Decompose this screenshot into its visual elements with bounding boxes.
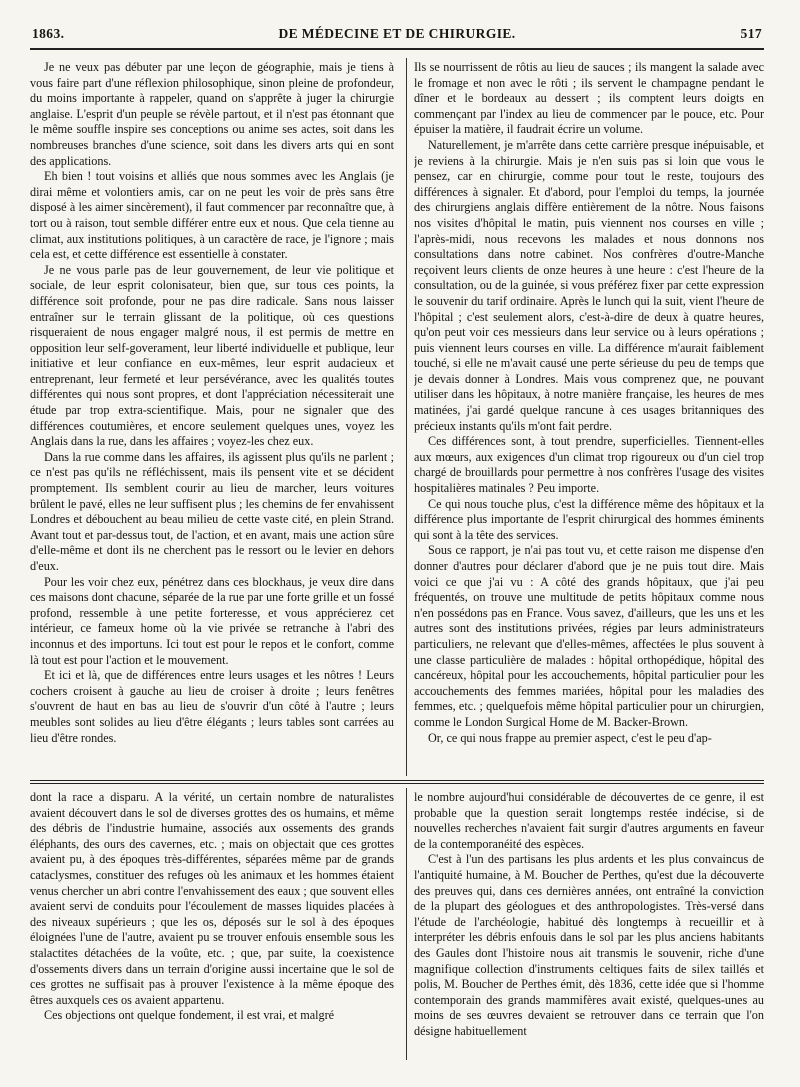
bottom-right-column (414, 790, 764, 1060)
feuilleton-rule (30, 780, 764, 781)
header-title: DE MÉDECINE ET DE CHIRURGIE. (278, 26, 516, 41)
page-number: 517 (740, 26, 762, 41)
paragraph: Je ne veux pas débuter par une leçon de géographie, mais je tiens à vous faire part d'une réflexion philosophique, sinon pleine de profondeur, du moins importante à rappeler, quand on s'apprête à juger la chirurgie anglaise. L'esprit d'un peuple se révèle partout, et il n'est pas étonnant que le même souffle inspire ses conceptions ou anime ses actes, soit dans les nombreuses branches d'une science, soit dans les divers arts qui en sont des applications. (30, 60, 394, 168)
paragraph: Naturellement, je m'arrête dans cette carrière presque inépuisable, et je reviens à la chirurgie. Mais je n'en suis pas si loin que vous le pensez, car en chirurgie, comme pour tout le reste, toujours des différences à signaler. Et d'abord, pour l'emploi du temps, la journée des chirurgiens anglais diffère entièrement de la nôtre. Nous faisons nos visites d'hôpital le matin, puis viennent nos courses en ville ; l'après-midi, nous recevons les malades et nous donnons nos consultations dans notre cabinet. Nos confrères d'outre-Manche reçoivent leurs clients de onze heures à une heure : c'est l'heure de la consultation, ou de la guinée, si vous préférez fixer par cette expression le souvenir du tarif ordinaire. Après le lunch qui la suit, vient l'heure de l'hôpital ; c'est seulement alors, c'est-à-dire de deux à quatre heures, qu'on peut voir ces messieurs dans leur service ou à leurs opérations ; puis viennent leurs courses en ville. La différence m'aurait faiblement touché, si elle ne m'avait causé une perte sérieuse du peu de temps que je devais donner à Londres. Mais vous comprenez que, ne pouvant utiliser dans les hôpitaux, à notre manière française, les heures de mes matinées, j'ai gardé quelque rancune à ces usages britanniques des précieux instants qu'ils m'ont fait perdre. (414, 137, 764, 433)
paragraph: Ces différences sont, à tout prendre, superficielles. Tiennent-elles aux mœurs, aux exigences d'un climat trop rigoureux ou d'un ciel trop chargé de brouillards pour permettre à nos confrères l'usage des visites hospitalières matinales ? Peu importe. (414, 434, 764, 496)
paragraph: dont la race a disparu. A la vérité, un certain nombre de naturalistes avaient découvert dans le sol de diverses grottes des os humains, et même des débris de l'industrie humaine, associés aux ossements des grands éléphants, des ours des cavernes, etc. ; mais on objectait que ces grottes avaient pu, à des époques très-différentes, séparées même par de grands cataclysmes, constituer des refuges où les animaux et les hommes étaient venus chercher un abri contre l'envahissement des eaux ; que souvent elles avaient servi de conduits pour l'écoulement de masses liquides placées à des niveaux supérieurs ; que les os, déposés sur le sol à des époques éloignées l'une de l'autre, avaient pu se trouver enfouis ensemble sous les stalactites détachées de la voûte, etc. ; que, par suite, la coexistence d'ossements divers dans un terrain d'origine aussi incertaine que le sol de ces grottes ne suffisait pas à prouver l'existence à la même époque des êtres auxquels ces os avaient appartenu. (30, 790, 394, 1007)
paragraph: Je ne vous parle pas de leur gouvernement, de leur vie politique et sociale, de leur esprit colonisateur, bien que, sur tous ces points, la différence soit profonde, pour ne pas dire radicale. Sans nous laisser entraîner sur le terrain glissant de la politique, où ces questions risqueraient de nous engager malgré nous, il est permis de mettre en opposition leur self-goverament, leur liberté individuelle et publique, leur initiative et leur confiance en eux-mêmes, leur esprit audacieux et entreprenant, leur fermeté et leur persévérance, avec les qualités toutes différentes qui nous sont propres, et dont l'appréciation nécessiterait une étude par trop extra-scientifique. Mais, pour ne signaler que des différences coutumières, et encore seulement quelques unes, voyez les Anglais dans la rue, dans les affaires ; voyez-les chez eux. (30, 262, 394, 449)
column-divider-bottom (406, 788, 407, 1060)
header-rule (30, 48, 764, 50)
paragraph: Eh bien ! tout voisins et alliés que nous sommes avec les Anglais (je dirai même et volontiers amis, car on ne peut les voir de près sans être disposé à les aimer sincèrement), il faut commencer par reconnaître que, à tort ou à raison, tout semble différer entre eux et nous. Que cela tienne au climat, aux institutions politiques, à un caractère de race, je l'ignore ; mais cela est, et cette différence est essentielle à constater. (30, 169, 394, 262)
paragraph: Dans la rue comme dans les affaires, ils agissent plus qu'ils ne parlent ; ce n'est pas qu'ils ne réfléchissent, mais ils pensent vite et se décident promptement. Ils semblent courir au lieu de marcher, leurs voitures brûlent le pavé, elles ne leur suffisent plus ; les chemins de fer envahissent Londres et débouchent au beau milieu de cette vaste cité, en plein Strand. Avant tout et par-dessus tout, de l'action, et en avant, mais une action sûre d'elle-même et dont ils ne cherchent pas le ressort ou le levier en dehors d'eux. (30, 449, 394, 573)
paragraph: C'est à l'un des partisans les plus ardents et les plus convaincus de l'antiquité humaine, à M. Boucher de Perthes, qu'est due la découverte des preuves qui, dans ces dernières années, ont entraîné la conviction de la plupart des géologues et des anthropologistes. Très-versé dans l'étude de l'archéologie, habitué dès longtemps à recueillir et à interpréter les débris enfouis dans le sol par les plus anciens habitants des Gaules dont l'histoire nous ait transmis le souvenir, riche d'une magnifique collection d'instruments celtiques faits de silex taillés et polis, M. Boucher de Perthes émit, dès 1836, cette idée que si l'homme contemporain des grands mammifères avait existé, quelques-unes au moins de ses œuvres devaient se retrouver dans ce terrain que l'on désigne habituellement (414, 852, 764, 1038)
paragraph: Ils se nourrissent de rôtis au lieu de sauces ; ils mangent la salade avec le fromage et non avec le rôti ; ils servent le champagne pendant le dîner et le bordeaux au dessert ; ils comptent leurs doigts en commençant par l'index au lieu de commencer par le pouce, etc. Pour épuiser la matière, il faudrait écrire un volume. (414, 60, 764, 137)
top-right-column (414, 60, 764, 776)
paragraph: Pour les voir chez eux, pénétrez dans ces blockhaus, je veux dire dans ces maisons dont chacune, séparée de la rue par une forte grille et un fossé profond, ressemble à une petite forteresse, et vous apprécierez cet intérieur, ce fameux home où la vie privée se retranche à l'abri des inconnus et des importuns. Ici tout est pour le repos et le confort, comme là tout est pour l'action et le mouvement. (30, 574, 394, 667)
column-divider-top (406, 58, 407, 776)
header-year: 1863. (32, 26, 65, 41)
paragraph: Or, ce qui nous frappe au premier aspect, c'est le peu d'ap- (428, 730, 712, 745)
paragraph: Ce qui nous touche plus, c'est la différence même des hôpitaux et la différence plus importante de l'esprit chirurgical des hommes éminents qui sont à la tête des services. (414, 496, 764, 542)
running-header (32, 26, 762, 48)
paragraph: Sous ce rapport, je n'ai pas tout vu, et cette raison me dispense d'en donner d'autres pour déclarer d'abord que je ne puis tout dire. Mais voici ce que j'ai vu : A côté des grands hôpitaux, que j'ai peu fréquentés, on trouve une multitude de petits hôpitaux comme nous n'en possédons pas en France. Vous savez, d'ailleurs, que les uns et les autres sont des institutions privées, régies par leurs administrateurs particuliers, ne relevant que d'elles-mêmes, affectées le plus souvent à une classe particulière de malades : hôpital orthopédique, hôpital des cancéreux, hôpital pour les accouchements, hôpital particulier pour les accouchements des femmes mariées, hôpital pour les maladies des femmes, etc. ; quelquefois même hôpital particulier pour un chirurgien, comme le London Surgical Home de M. Backer-Brown. (414, 543, 764, 729)
paragraph: le nombre aujourd'hui considérable de découvertes de ce genre, il est probable que la question serait longtemps restée indécise, si de nouvelles recherches n'avaient fait surgir d'autres arguments en faveur de la contemporanéité des espèces. (414, 790, 764, 851)
bottom-left-column (30, 790, 394, 1060)
paragraph: Ces objections ont quelque fondement, il est vrai, et malgré (44, 1008, 335, 1023)
paragraph: Et ici et là, que de différences entre leurs usages et les nôtres ! Leurs cochers croisent à gauche au lieu de croiser à droite ; leurs fenêtres s'ouvrent de haut en bas au lieu de s'ouvrir d'un côté à l'autre ; leurs meubles sont solides au lieu d'être élégants ; leurs tables sont carrées au lieu d'être rondes. (30, 668, 394, 745)
feuilleton-rule-double (30, 783, 764, 784)
top-left-column (30, 60, 394, 776)
